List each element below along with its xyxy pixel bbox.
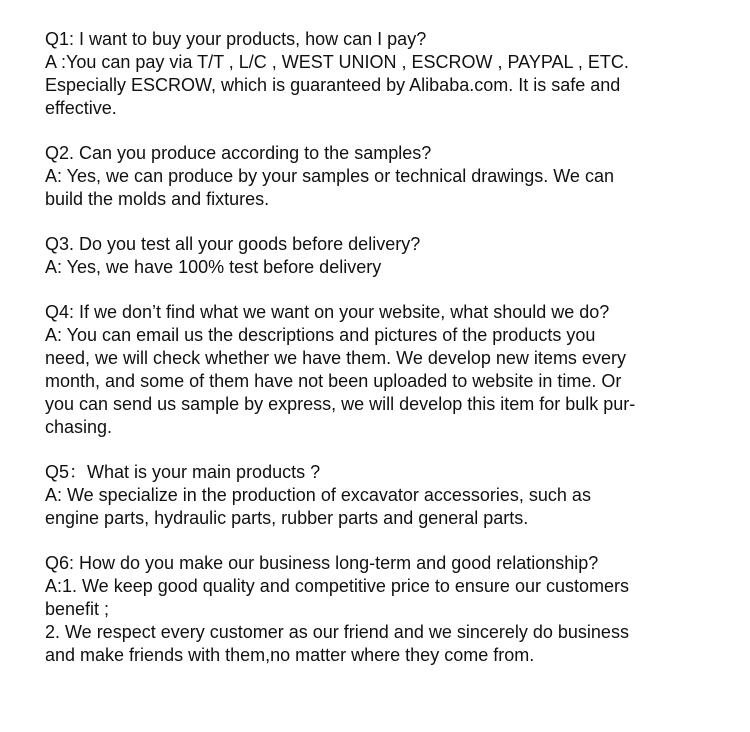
faq-question: Q6: How do you make our business long-term and good relationship? <box>45 553 599 573</box>
faq-answer-line: A: We specialize in the production of excavator accessories, such as <box>45 485 591 505</box>
faq-question: Q2. Can you produce according to the samples? <box>45 143 432 163</box>
faq-answer-line: A: You can email us the descriptions and pictures of the products you <box>45 325 596 345</box>
faq-item-q5 <box>45 461 730 530</box>
faq-answer-line: month, and some of them have not been uploaded to website in time. Or <box>45 371 622 391</box>
faq-answer-line: build the molds and fixtures. <box>45 189 270 209</box>
faq-answer-line: A:1. We keep good quality and competitive price to ensure our customers <box>45 576 629 596</box>
faq-item-q3 <box>45 233 730 279</box>
faq-answer-line: benefit ; <box>45 599 110 619</box>
faq-answer-line: 2. We respect every customer as our friend and we sincerely do business <box>45 622 629 642</box>
faq-answer-line: need, we will check whether we have them. We develop new items every <box>45 348 626 368</box>
faq-question: Q3. Do you test all your goods before delivery? <box>45 234 421 254</box>
faq-answer-line: A :You can pay via T/T , L/C , WEST UNION , ESCROW , PAYPAL , ETC. <box>45 52 629 72</box>
faq-answer-line: you can send us sample by express, we will develop this item for bulk pur- <box>45 394 636 414</box>
faq-answer-line: chasing. <box>45 417 113 437</box>
faq-item-q1 <box>45 28 730 120</box>
faq-item-q2 <box>45 142 730 211</box>
faq-question: Q1: I want to buy your products, how can I pay? <box>45 29 427 49</box>
faq-answer-line: A: Yes, we have 100% test before delivery <box>45 257 382 277</box>
faq-answer-line: engine parts, hydraulic parts, rubber parts and general parts. <box>45 508 529 528</box>
faq-question: Q5：What is your main products ? <box>45 462 321 482</box>
faq-item-q6 <box>45 552 730 667</box>
faq-answer-line: and make friends with them,no matter where they come from. <box>45 645 535 665</box>
faq-item-q4 <box>45 301 730 439</box>
faq-question: Q4: If we don’t find what we want on your website, what should we do? <box>45 302 610 322</box>
faq-answer-line: effective. <box>45 98 117 118</box>
faq-answer-line: Especially ESCROW, which is guaranteed by Alibaba.com. It is safe and <box>45 75 621 95</box>
faq-answer-line: A: Yes, we can produce by your samples or technical drawings. We can <box>45 166 614 186</box>
